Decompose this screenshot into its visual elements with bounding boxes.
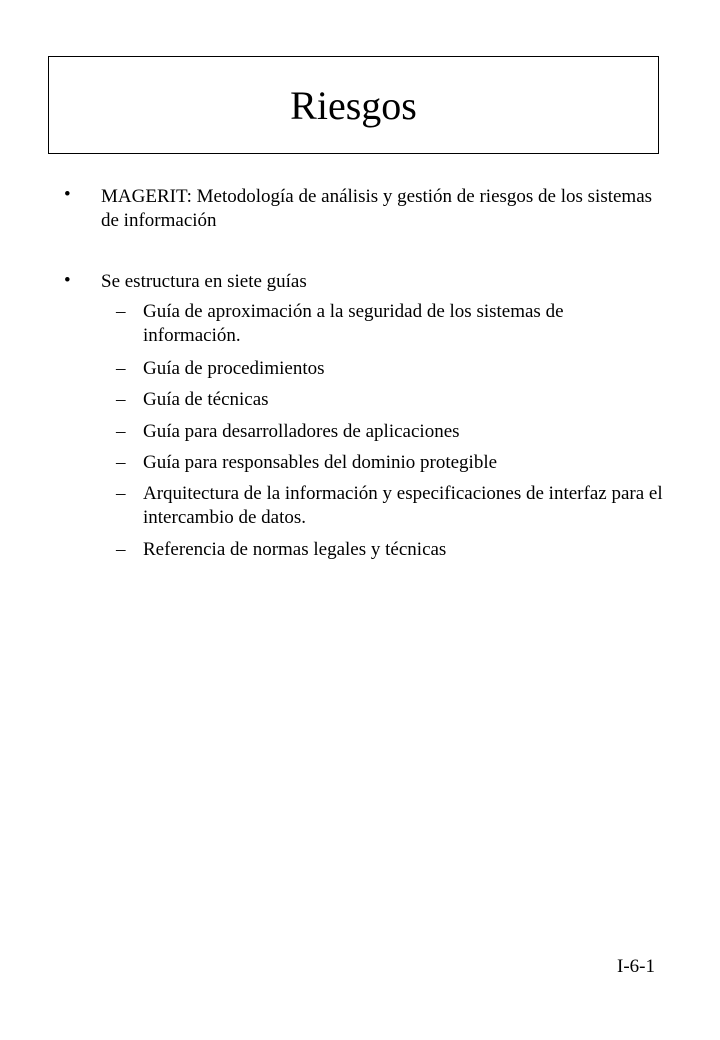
subitem-text: Guía para desarrolladores de aplicaciones (143, 421, 460, 442)
subitem-dash: – (116, 421, 126, 442)
bullet-marker: • (64, 184, 71, 205)
subitem-dash: – (116, 358, 126, 379)
subitem-dash: – (116, 389, 126, 410)
subitem-text: Arquitectura de la información y especificaciones de interfaz para el intercambio de datos. (143, 483, 663, 528)
subitem-text: Guía de aproximación a la seguridad de los sistemas de información. (143, 301, 564, 346)
subitem-text: Guía de procedimientos (143, 358, 325, 379)
subitem-dash: – (116, 539, 126, 560)
bullet-text: MAGERIT: Metodología de análisis y gestión de riesgos de los sistemas de información (101, 186, 653, 231)
bullet-text: Se estructura en siete guías (101, 271, 307, 292)
title-box (48, 56, 659, 154)
page-number: I-6-1 (617, 956, 655, 977)
subitem-dash: – (116, 301, 126, 322)
slide-title: Riesgos (290, 83, 417, 128)
bullet-marker: • (64, 270, 71, 291)
subitem-dash: – (116, 483, 126, 504)
subitem-text: Guía de técnicas (143, 389, 269, 410)
subitem-text: Guía para responsables del dominio protegible (143, 452, 498, 473)
subitem-text: Referencia de normas legales y técnicas (143, 539, 447, 560)
subitem-dash: – (116, 452, 126, 473)
